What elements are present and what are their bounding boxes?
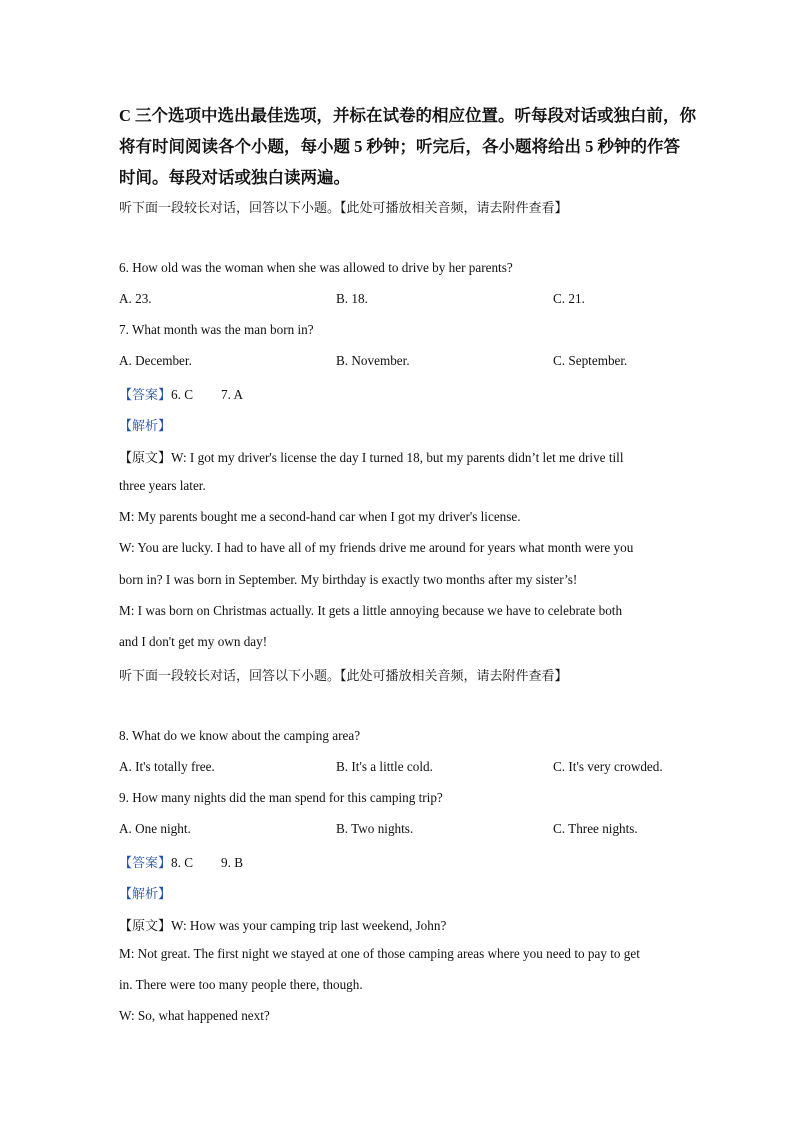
q9-option-a: A. One night. — [119, 821, 191, 836]
q8-option-c: C. It's very crowded. — [553, 759, 663, 774]
transcript-2-line-1 — [119, 915, 446, 934]
answer-value: 9. B — [221, 855, 243, 870]
q6-option-a: A. 23. — [119, 291, 152, 306]
q9-option-c: C. Three nights. — [553, 821, 638, 836]
intro-line-3: 时间。每段对话或独白读两遍。 — [119, 168, 350, 187]
transcript-2-line-2: M: Not great. The first night we stayed at one of those camping areas where you need to pay to get — [119, 946, 640, 961]
q8-option-b: B. It's a little cold. — [336, 759, 433, 774]
q6-option-c: C. 21. — [553, 291, 585, 306]
question-6: 6. How old was the woman when she was allowed to drive by her parents? — [119, 260, 513, 275]
instruction-2: 听下面一段较长对话，回答以下小题。【此处可播放相关音频，请去附件查看】 — [119, 669, 568, 684]
transcript-2-line-4: W: So, what happened next? — [119, 1008, 270, 1023]
answer-2 — [119, 852, 243, 871]
transcript-1-line-4: W: You are lucky. I had to have all of my friends drive me around for years what month were you — [119, 540, 634, 555]
q6-option-b: B. 18. — [336, 291, 368, 306]
answer-1 — [119, 384, 243, 403]
transcript-1-line-1 — [119, 447, 624, 466]
answer-value: 7. A — [221, 387, 243, 402]
answer-value: 8. C — [171, 855, 193, 870]
answer-tag: 【答案】 — [119, 388, 172, 403]
analysis-1: 【解析】 — [119, 419, 172, 434]
transcript-text: W: I got my driver's license the day I turned 18, but my parents didn’t let me drive till — [171, 450, 624, 465]
intro-line-1: C 三个选项中选出最佳选项，并标在试卷的相应位置。听每段对话或独白前，你 — [119, 106, 697, 125]
transcript-1-line-3: M: My parents bought me a second-hand car when I got my driver's license. — [119, 509, 521, 524]
transcript-1-line-2: three years later. — [119, 478, 206, 493]
q9-option-b: B. Two nights. — [336, 821, 414, 836]
transcript-1-line-7: and I don't get my own day! — [119, 634, 268, 649]
transcript-1-line-5: born in? I was born in September. My birthday is exactly two months after my sister’s! — [119, 572, 578, 587]
q7-option-b: B. November. — [336, 353, 410, 368]
question-8: 8. What do we know about the camping area? — [119, 728, 361, 743]
instruction-1: 听下面一段较长对话，回答以下小题。【此处可播放相关音频，请去附件查看】 — [119, 201, 568, 216]
transcript-2-line-3: in. There were too many people there, though. — [119, 977, 363, 992]
transcript-tag: 【原文】 — [119, 451, 172, 466]
transcript-1-line-6: M: I was born on Christmas actually. It gets a little annoying because we have to celebrate both — [119, 603, 623, 618]
q7-option-c: C. September. — [553, 353, 628, 368]
intro-line-2: 将有时间阅读各个小题，每小题 5 秒钟；听完后，各小题将给出 5 秒钟的作答 — [119, 137, 680, 156]
transcript-tag: 【原文】 — [119, 919, 172, 934]
answer-tag: 【答案】 — [119, 856, 172, 871]
question-7: 7. What month was the man born in? — [119, 322, 314, 337]
analysis-2: 【解析】 — [119, 887, 172, 902]
q7-option-a: A. December. — [119, 353, 192, 368]
q8-option-a: A. It's totally free. — [119, 759, 215, 774]
transcript-text: W: How was your camping trip last weekend, John? — [171, 918, 447, 933]
question-9: 9. How many nights did the man spend for this camping trip? — [119, 790, 443, 805]
answer-value: 6. C — [171, 387, 193, 402]
